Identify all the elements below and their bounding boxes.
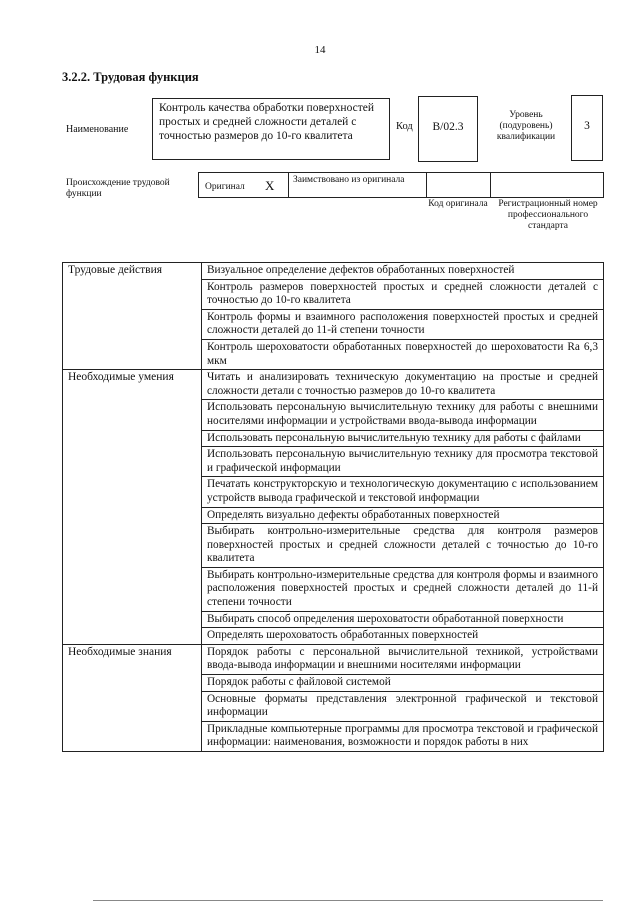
row-item: Использовать персональную вычислительную технику для работы с файлами — [202, 430, 604, 447]
original-label: Оригинал — [205, 182, 245, 192]
page-number: 14 — [314, 44, 326, 56]
section-title: 3.2.2. Трудовая функция — [62, 70, 199, 84]
level-label: Уровень (подуровень) квалификации — [496, 110, 556, 142]
row-item: Прикладные компьютерные программы для просмотра текстовой и графической информации: наименования, возможности и порядок работы в них — [202, 721, 604, 751]
row-item: Контроль размеров поверхностей простых и средней сложности деталей с точностью до 10-го квалитета — [202, 279, 604, 309]
row-item: Использовать персональную вычислительную технику для работы с внешними носителями информации и устройствами ввода-вывода информации — [202, 400, 604, 430]
function-name: Контроль качества обработки поверхностей простых и средней сложности деталей с точностью размеров до 10-го квалитета — [152, 98, 390, 160]
borrowed-label: Заимствовано из оригинала — [293, 175, 405, 185]
original-code-cell — [427, 173, 491, 197]
row-item: Печатать конструкторскую и технологическую документацию с использованием устройств вывода графической и текстовой информации — [202, 477, 604, 507]
name-label: Наименование — [66, 124, 129, 135]
bottom-rule — [93, 900, 603, 901]
row-item: Контроль формы и взаимного расположения поверхностей простых и средней сложности деталей до 11-й степени точности — [202, 309, 604, 339]
row-category: Трудовые действия — [63, 263, 202, 370]
row-item: Выбирать контрольно-измерительные средства для контроля размеров поверхностей простых и средней сложности деталей с точностью до 10-го квалитета — [202, 524, 604, 568]
code-value: B/02.3 — [418, 96, 478, 162]
origin-label: Происхождение трудовой функции — [66, 178, 170, 199]
row-item: Порядок работы с персональной вычислительной техникой, устройствами ввода-вывода информации и внешними носителями информации — [202, 644, 604, 674]
row-item: Визуальное определение дефектов обработанных поверхностей — [202, 263, 604, 280]
table-row — [63, 263, 604, 280]
registration-caption: Регистрационный номер профессионального стандарта — [498, 199, 598, 231]
row-item: Определять шероховатость обработанных поверхностей — [202, 628, 604, 645]
borrowed-cell — [289, 173, 427, 197]
row-category: Необходимые умения — [63, 370, 202, 645]
original-cell — [199, 173, 289, 197]
original-mark: X — [265, 178, 275, 193]
table-row — [63, 644, 604, 674]
level-value: 3 — [571, 95, 603, 161]
registration-number-cell — [491, 173, 603, 197]
row-item: Использовать персональную вычислительную технику для просмотра текстовой и графической информации — [202, 447, 604, 477]
row-category: Необходимые знания — [63, 644, 202, 751]
row-item: Выбирать способ определения шероховатости обработанной поверхности — [202, 611, 604, 628]
origin-row — [198, 172, 604, 198]
row-item: Основные форматы представления электронной графической и текстовой информации — [202, 691, 604, 721]
row-item: Выбирать контрольно-измерительные средства для контроля формы и взаимного расположения поверхностей простых и средней сложности деталей до 11-й степени точности — [202, 567, 604, 611]
function-table — [62, 262, 604, 752]
row-item: Читать и анализировать техническую документацию на простые и средней сложности детали с точностью размеров до 10-го квалитета — [202, 370, 604, 400]
table-row — [63, 370, 604, 400]
row-item: Контроль шероховатости обработанных поверхностей до шероховатости Ra 6,3 мкм — [202, 339, 604, 369]
row-item: Порядок работы с файловой системой — [202, 675, 604, 692]
code-label: Код — [396, 121, 413, 132]
row-item: Определять визуально дефекты обработанных поверхностей — [202, 507, 604, 524]
code-caption: Код оригинала — [428, 199, 488, 209]
